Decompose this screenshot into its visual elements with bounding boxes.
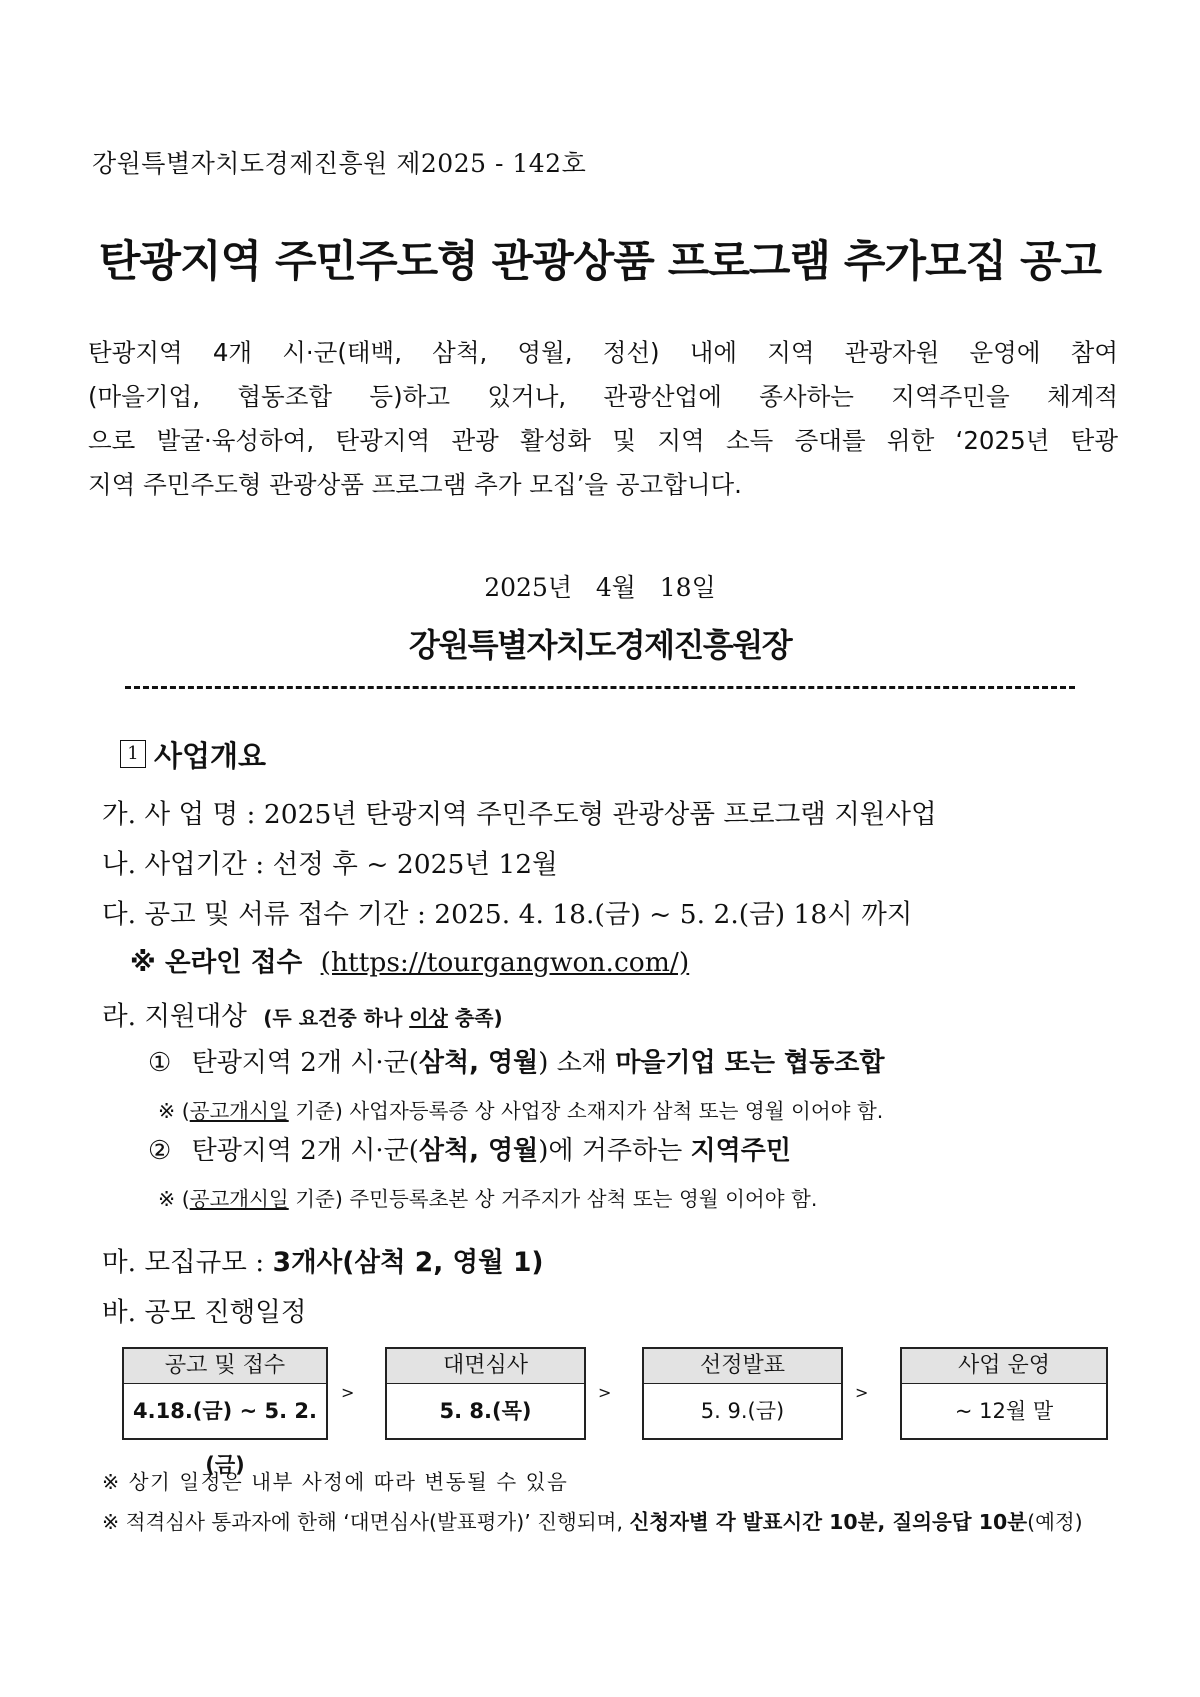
schedule-step-3-date: 5. 9.(금) bbox=[700, 1399, 785, 1423]
item-da-submission-period: 다. 공고 및 서류 접수 기간 : 2025. 4. 18.(금) ~ 5. 2.(금) 18시 까지 bbox=[102, 899, 913, 930]
intro-line-2: (마을기업, 협동조합 등)하고 있거나, 관광산업에 종사하는 지역주민을 체계적 bbox=[88, 382, 1118, 411]
item-ba-schedule-heading: 바. 공모 진행일정 bbox=[102, 1297, 307, 1328]
schedule-step-4-title: 사업 운영 bbox=[902, 1349, 1106, 1384]
dashed-divider bbox=[125, 686, 1075, 689]
item-ra-target bbox=[102, 994, 503, 1033]
condition-1-number: ① bbox=[148, 1048, 172, 1078]
ra-label: 라. 지원대상 bbox=[102, 1001, 247, 1032]
recruit-scale-value: 3개사(삼척 2, 영월 1) bbox=[272, 1247, 544, 1278]
footnote-interview: ※ 적격심사 통과자에 한해 ‘대면심사(발표평가)’ 진행되며, 신청자별 각 발표시간 10분, 질의응답 10분(예정) bbox=[102, 1510, 1083, 1534]
schedule-step-4-date: ~ 12월 말 bbox=[954, 1399, 1054, 1423]
item-ga-business-name: 가. 사 업 명 : 2025년 탄광지역 주민주도형 관광상품 프로그램 지원사업 bbox=[102, 799, 937, 830]
intro-line-4: 지역 주민주도형 관광상품 프로그램 추가 모집’을 공고합니다. bbox=[88, 470, 742, 499]
schedule-step-2 bbox=[385, 1347, 586, 1440]
schedule-arrow-3: > bbox=[855, 1383, 869, 1402]
online-url-link[interactable]: (https://tourgangwon.com/) bbox=[320, 947, 690, 978]
condition-2: ② 탄광지역 2개 시·군(삼척, 영월)에 거주하는 지역주민 bbox=[148, 1136, 792, 1166]
schedule-step-2-title: 대면심사 bbox=[387, 1349, 584, 1384]
schedule-step-1 bbox=[122, 1347, 328, 1477]
condition-2-note: ※ (공고개시일 기준) 주민등록초본 상 거주지가 삼척 또는 영월 이어야 함. bbox=[158, 1187, 818, 1211]
condition-2-number: ② bbox=[148, 1136, 172, 1166]
announcement-date: 2025년 4월 18일 bbox=[484, 573, 716, 602]
ra-condition: (두 요건중 하나 이상 충족) bbox=[263, 1006, 503, 1030]
section-number-box: 1 bbox=[120, 740, 146, 768]
document-title: 탄광지역 주민주도형 관광상품 프로그램 추가모집 공고 bbox=[98, 237, 1102, 287]
schedule-step-4 bbox=[900, 1347, 1108, 1440]
condition-1-note: ※ (공고개시일 기준) 사업자등록증 상 사업장 소재지가 삼척 또는 영월 이어야 함. bbox=[158, 1099, 884, 1123]
item-ma-recruit-scale: 마. 모집규모 : 3개사(삼척 2, 영월 1) bbox=[102, 1247, 544, 1278]
schedule-step-1-title: 공고 및 접수 bbox=[124, 1349, 326, 1384]
online-label: ※ 온라인 접수 bbox=[130, 947, 303, 978]
issuer-name: 강원특별자치도경제진흥원장 bbox=[408, 626, 792, 664]
item-na-business-period: 나. 사업기간 : 선정 후 ~ 2025년 12월 bbox=[102, 849, 558, 880]
condition-1: ① 탄광지역 2개 시·군(삼척, 영월) 소재 마을기업 또는 협동조합 bbox=[148, 1048, 885, 1078]
footnote-schedule-change: ※ 상기 일정은 내부 사정에 따라 변동될 수 있음 bbox=[102, 1470, 569, 1494]
schedule-step-1-date: 4.18.(금) ~ 5. 2.(금) bbox=[133, 1399, 317, 1477]
schedule-step-3 bbox=[642, 1347, 843, 1440]
document-number: 강원특별자치도경제진흥원 제2025 - 142호 bbox=[92, 149, 587, 178]
schedule-step-2-date: 5. 8.(목) bbox=[439, 1399, 532, 1423]
schedule-arrow-1: > bbox=[341, 1383, 355, 1402]
intro-line-1: 탄광지역 4개 시·군(태백, 삼척, 영월, 정선) 내에 지역 관광자원 운영에 참여 bbox=[88, 338, 1118, 367]
schedule-arrow-2: > bbox=[598, 1383, 612, 1402]
section-title: 사업개요 bbox=[154, 739, 267, 773]
schedule-step-3-title: 선정발표 bbox=[644, 1349, 841, 1384]
intro-line-3: 으로 발굴·육성하여, 탄광지역 관광 활성화 및 지역 소득 증대를 위한 ‘2025년 탄광 bbox=[88, 426, 1118, 455]
online-submission bbox=[130, 940, 689, 979]
